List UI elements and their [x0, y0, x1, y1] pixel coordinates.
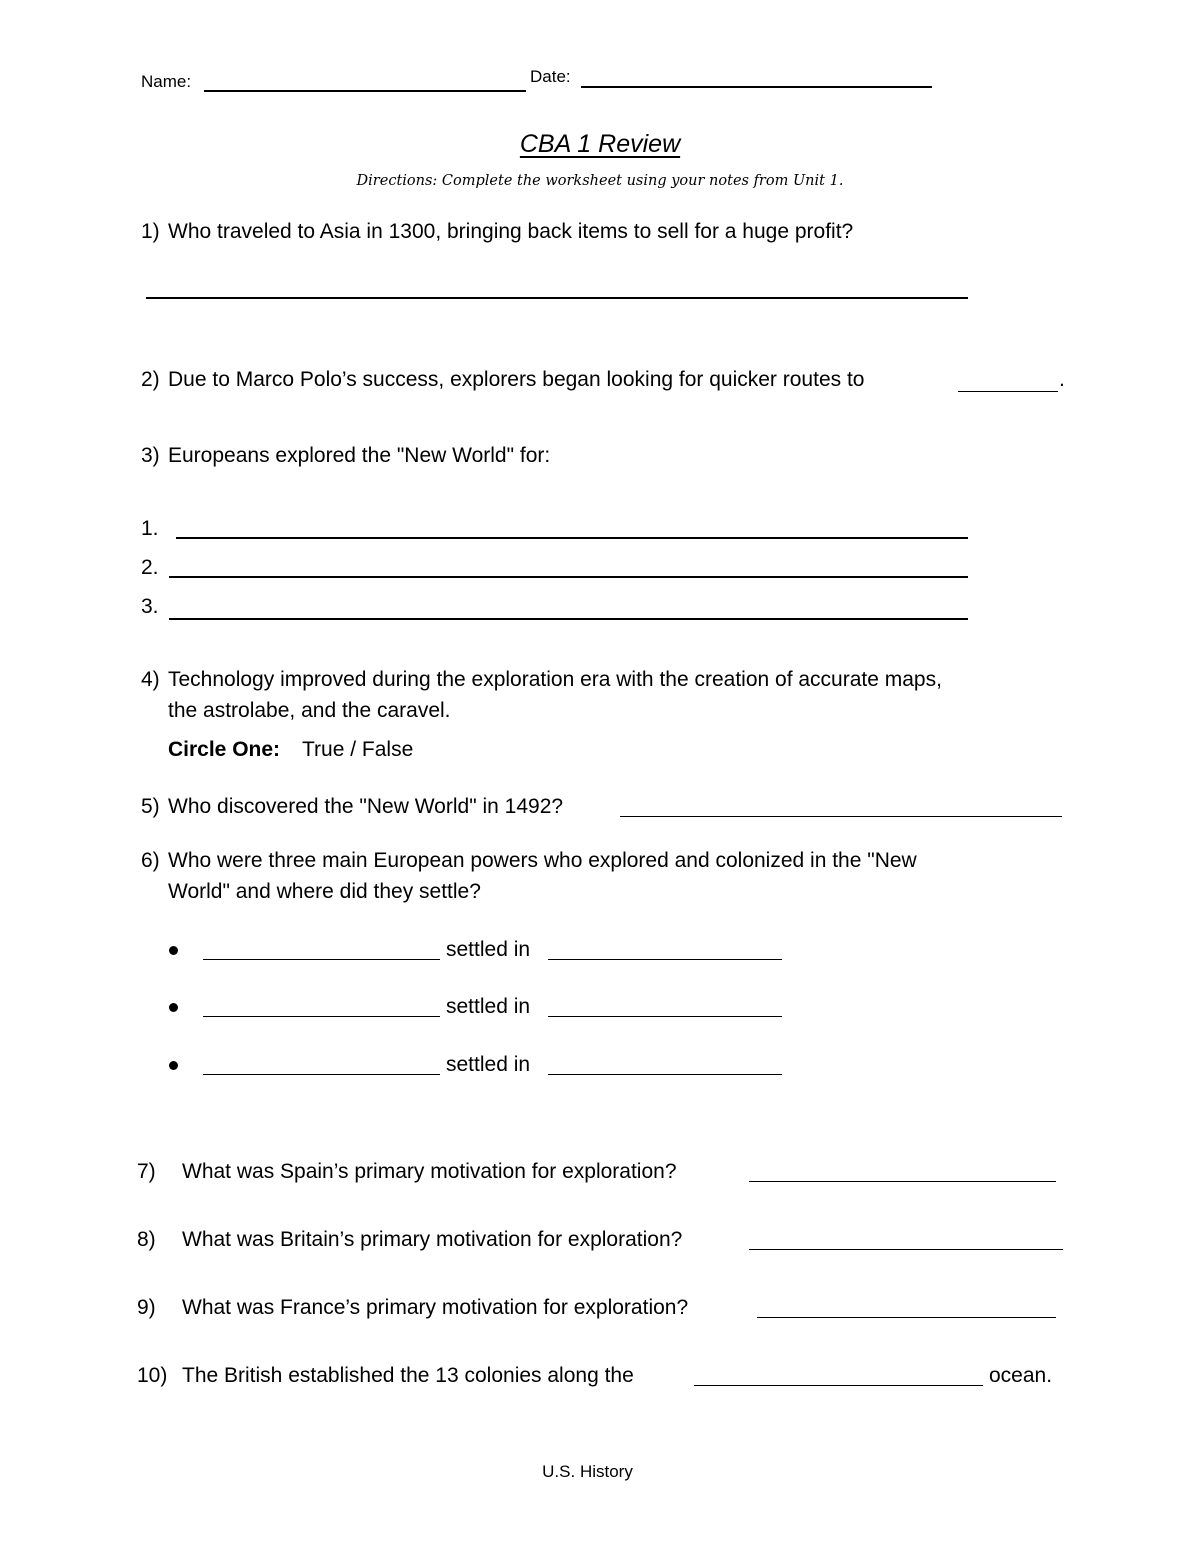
q3-item-3-number: 3.: [141, 595, 159, 618]
q8-answer-line[interactable]: [749, 1249, 1063, 1250]
page-title: CBA 1 Review: [519, 130, 681, 158]
q2-text: Due to Marco Polo’s success, explorers began looking for quicker routes to: [168, 368, 865, 391]
q7-number: 7): [137, 1160, 156, 1183]
q5-answer-line[interactable]: [620, 816, 1062, 817]
date-label: Date:: [530, 67, 571, 86]
q1-text: Who traveled to Asia in 1300, bringing back items to sell for a huge profit?: [168, 220, 854, 243]
q4-text-line2: the astrolabe, and the caravel.: [168, 699, 451, 722]
name-field-line[interactable]: [204, 90, 526, 92]
q2-number: 2): [141, 368, 160, 391]
q3-item-1-line[interactable]: [176, 537, 968, 539]
q6-power-2-line[interactable]: [203, 1016, 440, 1017]
bullet-icon: [169, 946, 178, 955]
bullet-icon: [169, 1003, 178, 1012]
q10-answer-line[interactable]: [694, 1385, 983, 1386]
q2-period: .: [1059, 368, 1065, 391]
q3-item-2-number: 2.: [141, 556, 159, 579]
q6-text-line2: World" and where did they settle?: [168, 880, 481, 903]
q6-settled-label-2: settled in: [446, 995, 531, 1018]
q2-answer-line[interactable]: [958, 391, 1058, 392]
q3-number: 3): [141, 444, 160, 467]
q6-number: 6): [141, 849, 160, 872]
q3-item-2-line[interactable]: [169, 576, 968, 578]
q3-item-3-line[interactable]: [169, 618, 968, 620]
directions-text: Directions: Complete the worksheet using your notes from Unit 1.: [356, 173, 844, 189]
q6-power-3-line[interactable]: [203, 1074, 440, 1075]
footer-text: U.S. History: [542, 1462, 633, 1481]
q1-number: 1): [141, 220, 160, 243]
q10-text: The British established the 13 colonies along the: [182, 1364, 634, 1387]
q6-region-3-line[interactable]: [548, 1074, 782, 1075]
q6-text-line1: Who were three main European powers who explored and colonized in the "New: [168, 849, 917, 872]
q10-ocean-label: ocean.: [989, 1364, 1053, 1387]
q10-number: 10): [137, 1364, 168, 1387]
q6-settled-label-1: settled in: [446, 938, 531, 961]
q8-text: What was Britain’s primary motivation for exploration?: [182, 1228, 683, 1251]
q8-number: 8): [137, 1228, 156, 1251]
q7-text: What was Spain’s primary motivation for exploration?: [182, 1160, 677, 1183]
q6-power-1-line[interactable]: [203, 959, 440, 960]
date-field-line[interactable]: [581, 86, 932, 88]
bullet-icon: [169, 1061, 178, 1070]
q3-item-1-number: 1.: [141, 517, 159, 540]
q4-true-false-options[interactable]: True / False: [302, 738, 414, 761]
q4-text-line1: Technology improved during the exploration era with the creation of accurate maps,: [168, 668, 942, 691]
q3-text: Europeans explored the "New World" for:: [168, 444, 551, 467]
q9-text: What was France’s primary motivation for exploration?: [182, 1296, 689, 1319]
q9-number: 9): [137, 1296, 156, 1319]
q5-text: Who discovered the "New World" in 1492?: [168, 795, 564, 818]
q6-region-2-line[interactable]: [548, 1016, 782, 1017]
q4-circle-label: Circle One:: [168, 738, 281, 761]
q1-answer-line[interactable]: [146, 297, 968, 299]
q6-settled-label-3: settled in: [446, 1053, 531, 1076]
q5-number: 5): [141, 795, 160, 818]
q6-region-1-line[interactable]: [548, 959, 782, 960]
q9-answer-line[interactable]: [757, 1317, 1056, 1318]
q7-answer-line[interactable]: [749, 1181, 1056, 1182]
q4-number: 4): [141, 668, 160, 691]
name-label: Name:: [141, 72, 192, 91]
